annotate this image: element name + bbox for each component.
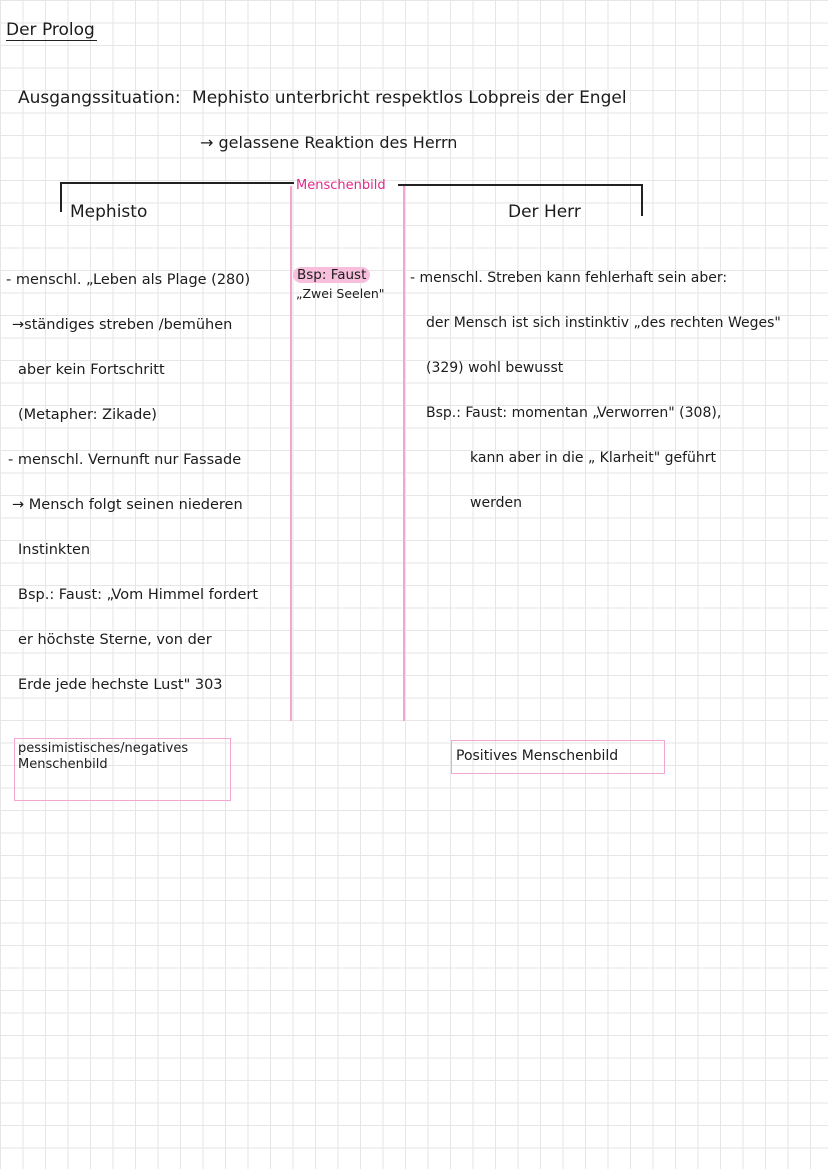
- mephisto-heading: Mephisto: [70, 202, 148, 222]
- ausgangssituation-label: Ausgangssituation:: [18, 88, 181, 108]
- herr-line: (329) wohl bewusst: [426, 360, 564, 376]
- mephisto-summary-line2: Menschenbild: [18, 757, 108, 772]
- ausgangssituation: [18, 88, 627, 108]
- mephisto-line: Erde jede hechste Lust" 303: [18, 677, 223, 693]
- bracket-left-top: [60, 182, 294, 184]
- herr-line: der Mensch ist sich instinktiv „des rechten Weges": [426, 315, 781, 331]
- herr-heading: Der Herr: [508, 202, 581, 222]
- middle-bsp: [293, 265, 370, 285]
- separator-left: [290, 186, 292, 721]
- mephisto-line: →ständiges streben /bemühen: [12, 317, 233, 333]
- mephisto-line: - menschl. Vernunft nur Fassade: [8, 452, 242, 468]
- bracket-right-tick: [641, 184, 643, 216]
- mephisto-line: Bsp.: Faust: „Vom Himmel fordert: [18, 587, 259, 603]
- page-title: Der Prolog: [6, 20, 95, 40]
- bracket-left-tick: [60, 182, 62, 212]
- mephisto-line: er höchste Sterne, von der: [18, 632, 212, 648]
- reaction-line: → gelassene Reaktion des Herrn: [200, 133, 458, 152]
- mephisto-line: Instinkten: [18, 542, 91, 558]
- mephisto-line: - menschl. „Leben als Plage (280): [6, 272, 251, 288]
- herr-line: kann aber in die „ Klarheit" geführt: [470, 450, 717, 466]
- mephisto-line: → Mensch folgt seinen niederen: [12, 497, 243, 513]
- ausgangssituation-text: Mephisto unterbricht respektlos Lobpreis der Engel: [192, 88, 627, 108]
- herr-line: werden: [470, 495, 522, 511]
- middle-quote: „Zwei Seelen": [296, 286, 385, 301]
- herr-line: Bsp.: Faust: momentan „Verworren" (308),: [426, 405, 722, 421]
- herr-summary-box: Positives Menschenbild: [451, 740, 665, 774]
- mephisto-line: (Metapher: Zikade): [18, 407, 157, 423]
- faust-highlight: Bsp: Faust: [293, 267, 370, 283]
- mephisto-summary-line1: pessimistisches/negatives: [18, 741, 189, 756]
- herr-line: - menschl. Streben kann fehlerhaft sein aber:: [410, 270, 728, 286]
- bracket-right-top: [398, 184, 642, 186]
- mephisto-line: aber kein Fortschritt: [18, 362, 165, 378]
- menschenbild-label: Menschenbild: [296, 178, 386, 193]
- mephisto-summary-box: [14, 738, 231, 801]
- separator-right: [403, 186, 405, 721]
